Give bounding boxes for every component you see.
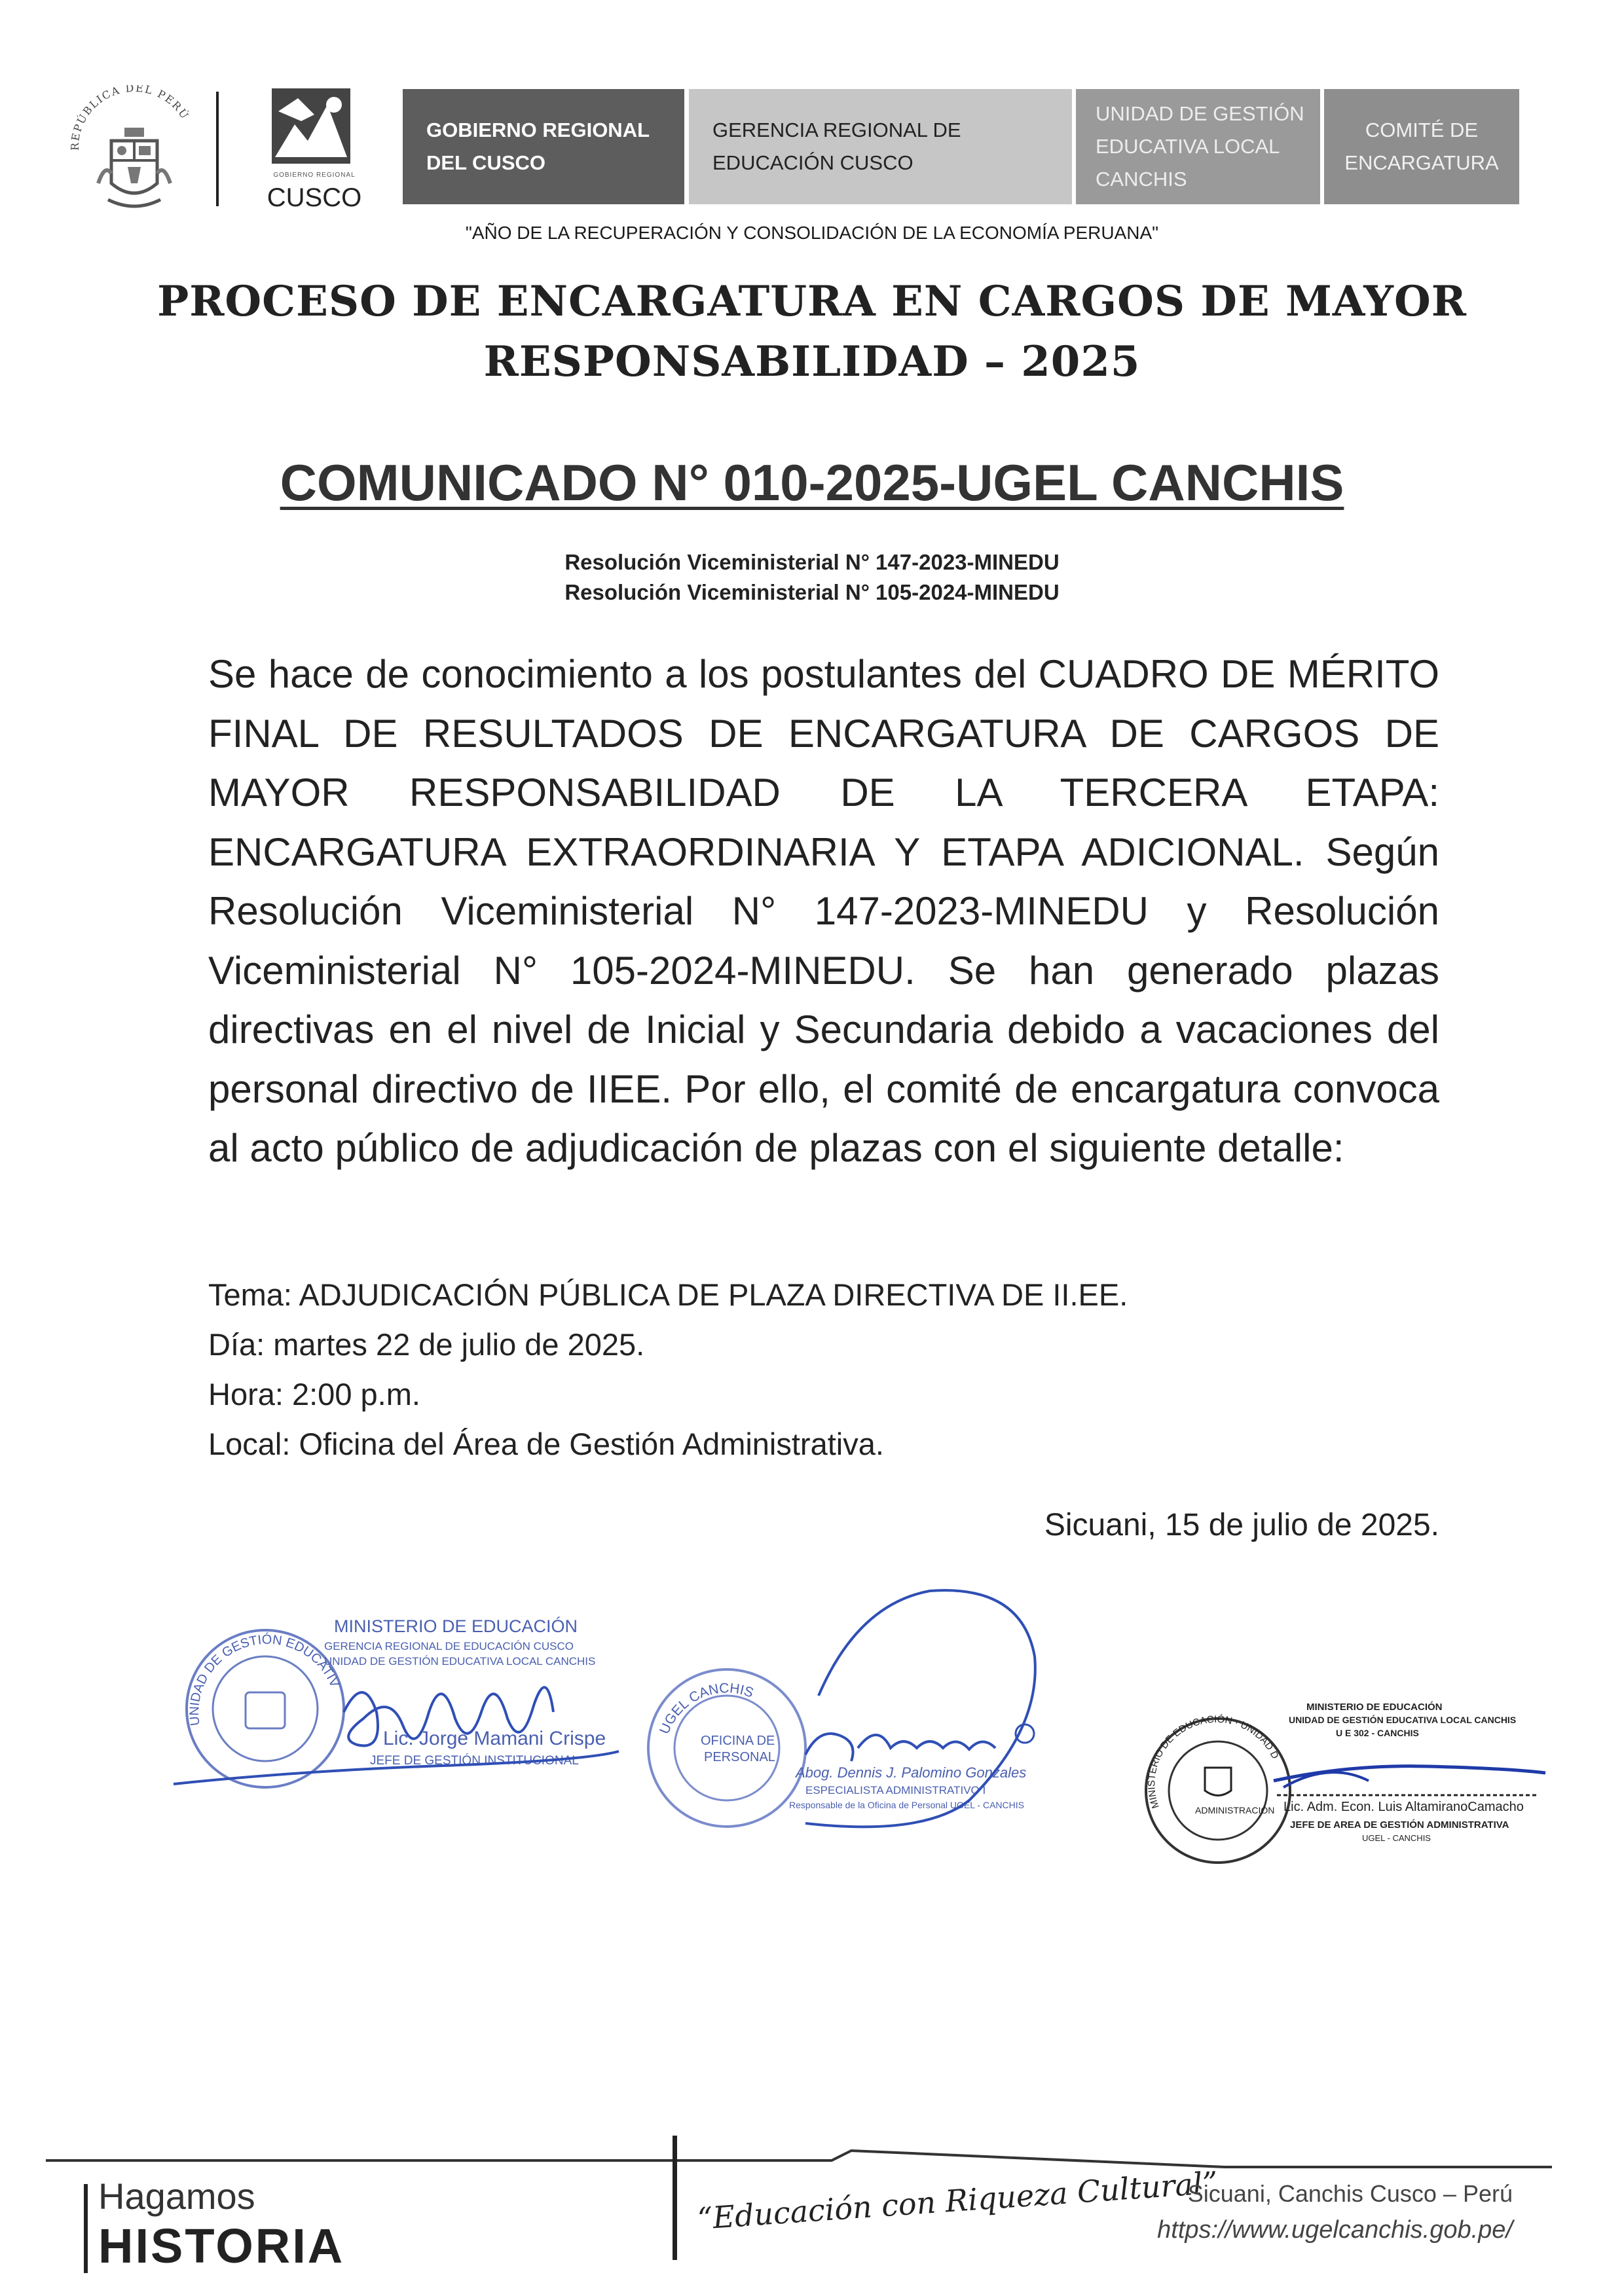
detail-local: Local: Oficina del Área de Gestión Administrativa. [208, 1427, 884, 1461]
resolucion-item: Resolución Viceministerial N° 105-2024-MINEDU [564, 580, 1060, 604]
svg-text:UNIDAD DE GESTIÓN EDUCATIVA LO: UNIDAD DE GESTIÓN EDUCATIVA LOCAL CANCHIS [324, 1655, 596, 1667]
resoluciones-list [0, 547, 1624, 608]
footer-separator [673, 2136, 677, 2260]
svg-text:UNIDAD DE GESTIÓN EDUCATIVA LO: UNIDAD DE GESTIÓN EDUCATIVA LOCAL CANCHIS [1289, 1715, 1517, 1725]
details-block [208, 1270, 1452, 1469]
cusco-logo-small-text: GOBIERNO REGIONAL [273, 172, 356, 179]
svg-text:UGEL CANCHIS: UGEL CANCHIS [657, 1681, 756, 1736]
cusco-logo-mark-icon [236, 85, 393, 173]
footer-brand [84, 2175, 411, 2280]
svg-text:MINISTERIO DE EDUCACIÓN: MINISTERIO DE EDUCACIÓN [334, 1616, 578, 1636]
footer-slogan: “Educación con Riqueza Cultural” [696, 2164, 1219, 2236]
svg-text:UNIDAD DE GESTIÓN EDUCATIVA ·: UNIDAD DE GESTIÓN EDUCATIV [187, 1632, 342, 1727]
svg-text:U E 302 - CANCHIS: U E 302 - CANCHIS [1336, 1728, 1419, 1738]
detail-hora: Hora: 2:00 p.m. [208, 1377, 420, 1412]
cusco-logo-word: CUSCO [267, 183, 362, 212]
signature-stamp-1 [167, 1614, 625, 1797]
body-paragraph: Se hace de conocimiento a los postulantes del CUADRO DE MÉRITO FINAL DE RESULTADOS DE ENCARGATURA DE CARGOS DE MAYOR RESPONSABILIDAD DE LA TERCERA ETAPA: ENCARGATURA EXTRAORDINARIA Y ETAPA ADICIONAL. Según Resolución Viceministerial N° 147-2023-MINEDU y Resolución Viceministerial N° 105-2024-MINEDU. Se han generado plazas directivas en el nivel de Inicial y Secundaria debido a vacaciones del personal directivo de IIEE. Por ello, el comité de encargatura convoca al acto público de adjudicación de plazas con el siguiente detalle: [208, 652, 1439, 1170]
header-box-comite-encargatura: COMITÉ DE ENCARGATURA [1324, 89, 1519, 204]
signature-3-seal-icon [1205, 1768, 1231, 1796]
footer-url[interactable]: https://www.ugelcanchis.gob.pe/ [1157, 2216, 1513, 2244]
header-divider [216, 92, 219, 206]
svg-text:Lic. Jorge Mamani Crispe: Lic. Jorge Mamani Crispe [383, 1728, 606, 1749]
footer-historia: HISTORIA [98, 2219, 345, 2273]
svg-text:GERENCIA REGIONAL DE EDUCACIÓN: GERENCIA REGIONAL DE EDUCACIÓN CUSCO [324, 1640, 574, 1652]
svg-text:Lic. Adm. Econ. Luis Altamiran: Lic. Adm. Econ. Luis AltamiranoCamacho [1283, 1800, 1524, 1814]
svg-text:ESPECIALISTA ADMINISTRATIVO I: ESPECIALISTA ADMINISTRATIVO I [805, 1784, 986, 1796]
signature-stamp-3 [1133, 1683, 1552, 1879]
svg-text:Responsable de la Oficina de P: Responsable de la Oficina de Personal UGEL - CANCHIS [789, 1800, 1024, 1810]
cusco-logo [236, 85, 393, 216]
header-box-gobierno-regional: GOBIERNO REGIONAL DEL CUSCO [403, 89, 684, 204]
signature-stamp-2 [642, 1578, 1067, 1840]
detail-dia: Día: martes 22 de julio de 2025. [208, 1327, 645, 1362]
year-motto: "AÑO DE LA RECUPERACIÓN Y CONSOLIDACIÓN DE LA ECONOMÍA PERUANA" [465, 223, 1159, 243]
signature-1-seal-icon [246, 1692, 285, 1728]
footer-divider-line [46, 2141, 1552, 2180]
resolucion-item: Resolución Viceministerial N° 147-2023-MINEDU [564, 550, 1060, 574]
crest-text: REPÚBLICA DEL PERÚ [68, 85, 192, 151]
sign-date: Sicuani, 15 de julio de 2025. [1044, 1508, 1439, 1542]
svg-text:JEFE DE AREA DE GESTIÓN ADMINI: JEFE DE AREA DE GESTIÓN ADMINISTRATIVA [1290, 1819, 1509, 1831]
svg-text:JEFE DE GESTIÓN INSTITUCIONAL: JEFE DE GESTIÓN INSTITUCIONAL [370, 1754, 579, 1768]
svg-text:ADMINISTRACIÓN: ADMINISTRACIÓN [1195, 1805, 1275, 1815]
footer-hagamos: Hagamos [98, 2176, 255, 2217]
svg-text:OFICINA DE: OFICINA DE [701, 1734, 775, 1748]
process-title: PROCESO DE ENCARGATURA EN CARGOS DE MAYOR RESPONSABILIDAD – 2025 [157, 277, 1467, 386]
svg-text:PERSONAL: PERSONAL [704, 1750, 775, 1764]
header-bar [59, 85, 1519, 216]
header-box-gerencia-regional: GERENCIA REGIONAL DE EDUCACIÓN CUSCO [689, 89, 1072, 204]
footer-brand-bar [84, 2184, 88, 2273]
svg-text:MINISTERIO DE EDUCACIÓN: MINISTERIO DE EDUCACIÓN [1306, 1702, 1443, 1713]
svg-text:MINISTERIO DE EDUCACIÓN · UNID: MINISTERIO DE EDUCACIÓN · UNIDAD D [1146, 1713, 1281, 1810]
footer-city: Sicuani, Canchis Cusco – Perú [1187, 2180, 1513, 2207]
svg-text:UGEL - CANCHIS: UGEL - CANCHIS [1362, 1833, 1431, 1843]
comunicado-title: COMUNICADO N° 010-2025-UGEL CANCHIS [280, 454, 1344, 511]
svg-text:Abog. Dennis J. Palomino Gonza: Abog. Dennis J. Palomino Gonzales [796, 1764, 1027, 1781]
peru-coat-of-arms-logo [59, 85, 216, 216]
header-box-ugel-canchis: UNIDAD DE GESTIÓN EDUCATIVA LOCAL CANCHIS [1076, 89, 1320, 204]
detail-tema: Tema: ADJUDICACIÓN PÚBLICA DE PLAZA DIRECTIVA DE II.EE. [208, 1277, 1128, 1312]
